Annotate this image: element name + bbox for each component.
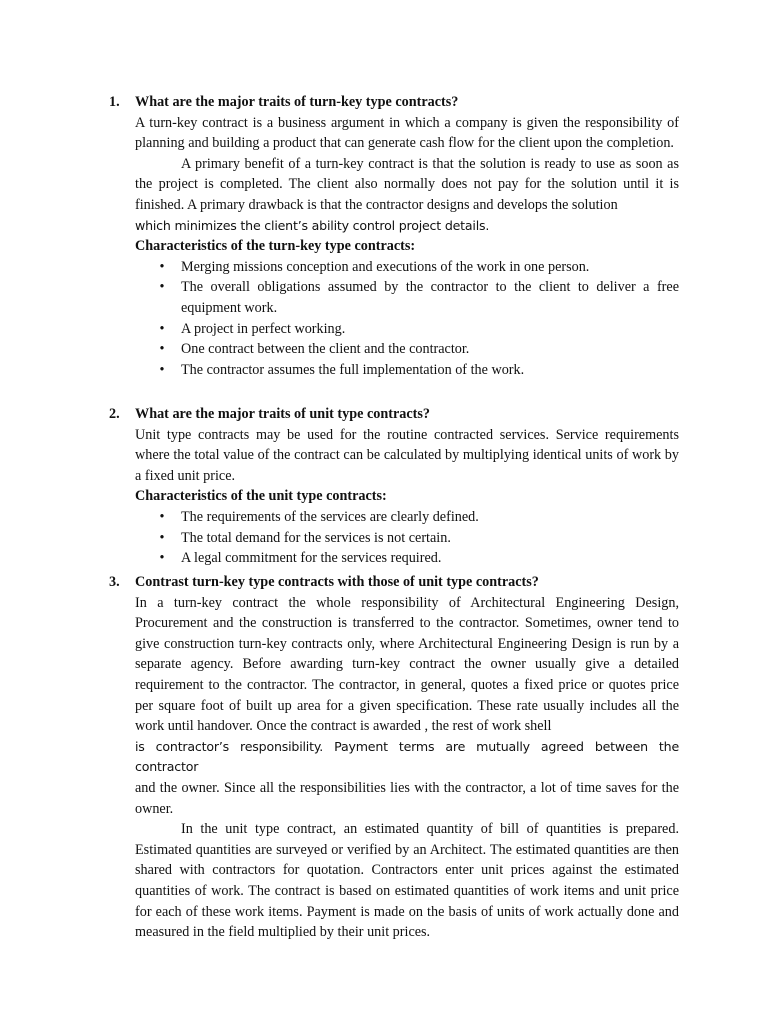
list-item [135, 339, 679, 360]
question-1-text: What are the major traits of turn-key type contracts? [135, 94, 459, 110]
list-item [135, 360, 679, 381]
list-item [135, 319, 679, 340]
list-item [135, 528, 679, 549]
list-item-text: A project in perfect working. [181, 320, 346, 337]
answer-paragraph: In the unit type contract, an estimated quantity of bill of quantities is prepared. Estimated quantities are surveyed or verified by an Architect. The estimated quantities are then shared with contractors for quotation. Contractors enter unit prices against the estimated quantities of work. The contract is based on estimated quantities of work items and unit price for each of these work items. Payment is made on the basis of units of work actually done and measured in the field multiplied by their unit prices. [135, 821, 679, 941]
answer-paragraph: Unit type contracts may be used for the routine contracted services. Service requirements where the total value of the contract can be calculated by multiplying identical units of work by a fixed unit price. [135, 426, 679, 484]
characteristics-heading: Characteristics of the unit type contracts: [135, 488, 387, 505]
bullet-icon: • [159, 361, 165, 378]
characteristics-heading: Characteristics of the turn-key type contracts: [135, 238, 416, 255]
answer-paragraph: A primary benefit of a turn-key contract is that the solution is ready to use as soon as the project is completed. The client also normally does not pay for the solution until it is finished. A primary drawback is that the contractor designs and develops the solution [135, 155, 679, 213]
list-item [135, 277, 679, 318]
answer-paragraph-line: is contractor’s responsibility. Payment terms are mutually agreed between the contractor [135, 738, 679, 775]
list-item [135, 507, 679, 528]
answer-paragraph: and the owner. Since all the responsibilities lies with the contractor, a lot of time saves for the owner. [135, 779, 679, 817]
list-item-text: A legal commitment for the services required. [181, 550, 442, 567]
question-3-body [135, 593, 679, 943]
list-item-text: Merging missions conception and executions of the work in one person. [181, 258, 590, 275]
question-2-body [135, 425, 679, 569]
list-item-text: One contract between the client and the contractor. [181, 341, 470, 358]
bullet-icon: • [159, 320, 165, 337]
bullet-icon: • [159, 550, 165, 567]
answer-paragraph-line: which minimizes the client’s ability control project details. [135, 217, 490, 233]
characteristics-list [135, 257, 679, 381]
question-2-text: What are the major traits of unit type contracts? [135, 406, 430, 422]
answer-paragraph: In a turn-key contract the whole responsibility of Architectural Engineering Design, Procurement and the construction is transferred to the contractor. Sometimes, owner tend to give construction turn-key contracts only, where Architectural Engineering Design is run by a separate agency. Before awarding turn-key contract the owner usually give a detailed requirement to the contractor. The contractor, in general, quotes a fixed price or quotes price per square foot of built up area for a given specification. These rate usually includes all the work until handover. Once the contract is awarded , the rest of work shell [135, 594, 679, 735]
list-item-text: The total demand for the services is not certain. [181, 529, 451, 546]
question-1-section [109, 92, 679, 380]
question-3-heading [109, 572, 679, 593]
bullet-icon: • [159, 258, 165, 275]
bullet-icon: • [159, 508, 165, 525]
list-item-text: The requirements of the services are clearly defined. [181, 508, 479, 525]
characteristics-list [135, 507, 679, 569]
answer-paragraph: A turn-key contract is a business argument in which a company is given the responsibility of planning and building a product that can generate cash flow for the client upon the completion. [135, 114, 679, 152]
question-3-text: Contrast turn-key type contracts with those of unit type contracts? [135, 574, 539, 590]
question-1-body [135, 113, 679, 381]
bullet-icon: • [159, 341, 165, 358]
question-1-number: 1. [109, 94, 120, 110]
question-3-number: 3. [109, 574, 120, 590]
question-2-heading [109, 404, 679, 425]
list-item-text: The contractor assumes the full implementation of the work. [181, 361, 525, 378]
list-item [135, 548, 679, 569]
answer-paragraph [135, 216, 679, 237]
answer-paragraph [135, 737, 679, 778]
list-item-text: The overall obligations assumed by the contractor to the client to deliver a free equipment work. [181, 279, 679, 316]
question-2-number: 2. [109, 406, 120, 422]
question-3-section [109, 572, 679, 943]
question-2-section [109, 404, 679, 569]
question-1-heading [109, 92, 679, 113]
bullet-icon: • [159, 529, 165, 546]
bullet-icon: • [159, 279, 165, 296]
list-item [135, 257, 679, 278]
